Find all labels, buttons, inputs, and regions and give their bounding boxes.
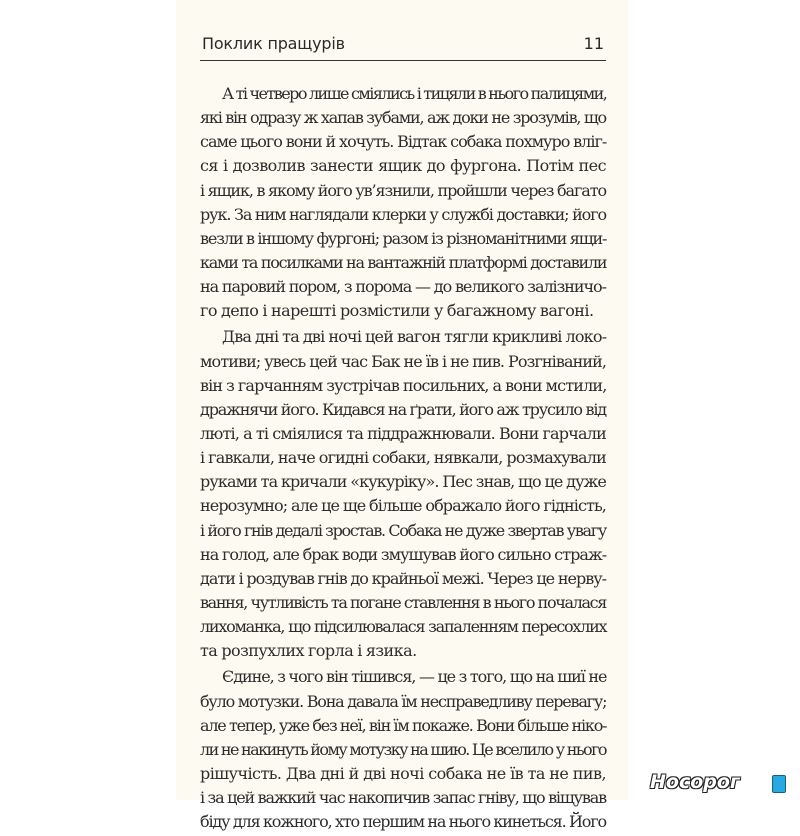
text-line: Єдине, з чого він тішився, — це з того, що на шиї не (222, 667, 607, 687)
text-line: на паровий пором, з порома — до великого залізничо- (200, 277, 606, 297)
text-line: люті, а ті сміялися та піддражнювали. Вони гарчали (200, 423, 606, 443)
text-line: саме цього вони й хочуть. Відтак собака похмуро вліг- (200, 132, 607, 152)
text-line: біду для кожного, хто першим на нього кинеться. Його (200, 812, 606, 832)
text-line: дражнячи його. Кидався на ґрати, його аж трусило від (200, 399, 606, 419)
text-line: і за цей важкий час накопичив запас гніву, що віщував (200, 788, 606, 808)
paragraph (200, 665, 606, 834)
text-line: та розпухлих горла і язика. (200, 641, 417, 661)
text-line: ли не накинуть йому мотузку на шию. Це вселило у нього (200, 739, 606, 759)
text-line: але тепер, уже без неї, він їм покаже. Вони більше ніко- (200, 715, 607, 735)
watermark-badge-icon (772, 775, 786, 793)
book-title: Поклик пращурів (202, 34, 345, 53)
text-line: лихоманка, що підсилювалася запаленням пересохлих (200, 617, 607, 637)
book-page (176, 0, 628, 832)
paragraph (200, 325, 606, 663)
text-line: Два дні та дві ночі цей вагон тягли крикливі локо- (222, 327, 607, 347)
text-line: мотиви; увесь цей час Бак не їв і не пив. Розгніваний, (200, 351, 607, 371)
text-line: А ті четверо лише сміялись і тицяли в нього палицями, (222, 84, 607, 103)
text-line: го депо і нарешті розмістили у багажному вагоні. (200, 301, 594, 321)
text-line: і ящик, в якому його ув’язнили, пройшли через багато (200, 180, 606, 200)
text-line: везли в іншому фургоні; разом із різноманітними ящи- (200, 228, 607, 248)
text-line: рук. За ним наглядали клерки у службі доставки; його (200, 204, 606, 224)
body-text (200, 82, 606, 836)
page-number: 11 (583, 34, 604, 53)
text-line: рішучість. Два дні й дві ночі собака не їв та не пив, (200, 763, 606, 783)
text-line: він з гарчанням зустрічав посильних, а вони мстили, (200, 375, 607, 395)
text-line: вання, чутливість та погане ставлення в нього почалася (200, 592, 606, 612)
text-line: і гавкали, наче огидні собаки, нявкали, розмахували (200, 448, 606, 468)
text-line: і його гнів дедалі зростав. Собака не дуже звертав увагу (200, 520, 606, 540)
text-line: які він одразу ж хапав зубами, аж доки не зрозумів, що (200, 108, 606, 128)
text-line: ся і дозволив занести ящик до фургона. Потім пес (200, 156, 606, 176)
running-header (200, 30, 606, 61)
text-line: було мотузки. Вона давала їм несправедливу перевагу; (200, 691, 607, 711)
text-line: нерозумно; але це ще більше ображало його гідність, (200, 496, 606, 516)
text-line: на голод, але брак води змушував його сильно страж- (200, 544, 607, 564)
watermark-logo: Носорог (650, 771, 740, 793)
text-line: дати і роздував гнів до крайньої межі. Через це нерву- (200, 568, 607, 588)
text-line: ками та посилками на вантажній платформі доставили (200, 252, 607, 272)
paragraph (200, 82, 606, 323)
text-line: руками та кричали «кукуріку». Пес знав, що це дуже (200, 472, 606, 492)
